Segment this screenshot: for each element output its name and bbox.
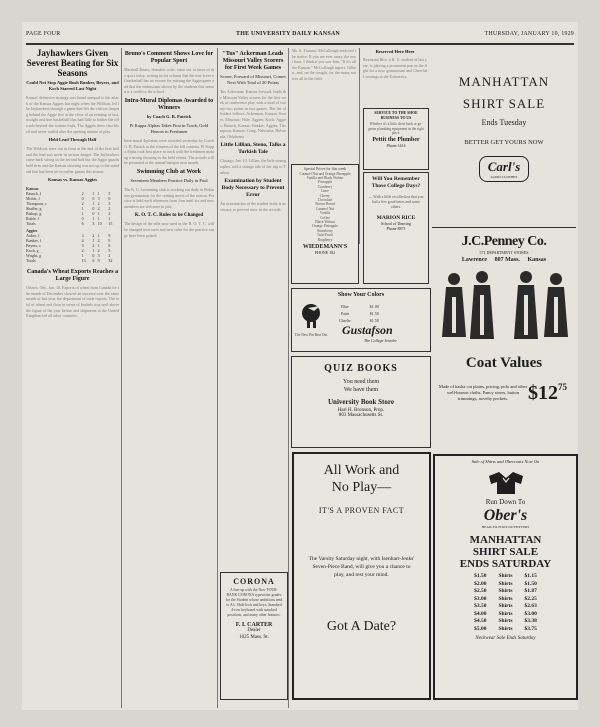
jayhawk-icon — [298, 301, 324, 331]
obers-store-sub: HEAD-TO-FOOT OUTFITTERS — [481, 525, 530, 529]
list-item: Raspberry — [317, 237, 333, 242]
headline-ackerman: "Tus" Ackerman Leads Missouri Valley Scorers for First Week Games — [222, 51, 284, 71]
article-text-10: An examination of the student body is necessary to prevent error in the records. — [220, 201, 286, 212]
table-row: Shaffer, g 1 0 2 2 — [26, 206, 111, 212]
carls-store: Carl's — [487, 159, 521, 174]
obers-title3: ENDS SATURDAY — [459, 558, 552, 570]
list-item: Vanilla and Black Walnut — [306, 176, 344, 180]
article-text-7: The design of the rifle now used in the R. O. T. C. will be changed next term and new rules for the practice range have been posted. — [124, 221, 214, 238]
corona-dealer: F. I. CARTER — [235, 622, 273, 628]
list-item: Pineapple — [317, 180, 333, 185]
penney-name: J.C.Penney Co. — [461, 234, 547, 249]
wiedemann-title: Special Prices for this week — [303, 167, 347, 171]
headline-swimming: Swimming Club at Work — [136, 168, 202, 175]
obers-foot: Neckwear Sale Ends Saturday — [475, 636, 536, 641]
divider — [432, 227, 576, 228]
penney-city: Lawrence — [461, 257, 488, 263]
subhead-aggie: Could Not Stop Aggie Bush Bunker, Beyers, and Koch Starred Last Night — [26, 80, 119, 91]
list-item: Coffee — [320, 215, 330, 220]
carls-logo — [479, 156, 530, 182]
article-text-5: Intra-mural diplomas were awarded yesterday by Coach G. B. Patrick to the winners of the fall contests. Pi Kappa Alpha took first place in track with the freshmen making a strong showing in the field events. The awards will be presented at the annual banquet next month. — [124, 137, 214, 166]
table-row: $3.00 Shirts $2.25 — [474, 595, 537, 602]
allwork-cta: Got A Date? — [326, 619, 397, 634]
table-row: $1.50 Shirts $1.15 — [474, 573, 537, 579]
penney-state: Kansas — [527, 257, 547, 263]
masthead — [26, 25, 574, 45]
column-rule — [217, 48, 218, 708]
article-text-3: Ottawa, Ont., Jan. 10. Exports of wheat from Canada for the month of December showed an increase over the same month of last year, the department of trade reports. The total of wheat and flour in terms of bushels was well above the figure of the year before and shipments to the United Kingdom led all other countries. — [26, 285, 119, 319]
quiz-line2: We have them — [343, 387, 379, 393]
gustafson-name: Gustafson — [342, 323, 393, 337]
table-row: $3.50 Shirts $2.63 — [474, 603, 537, 609]
wiedemann-phone: PHONE 182 — [314, 250, 336, 256]
table-row: Wright, g 1 0 3 2 — [26, 253, 111, 259]
wiedemann-name: WIEDEMANN'S — [302, 244, 348, 251]
column-misc — [292, 48, 356, 142]
coat-illustration — [432, 267, 576, 351]
penney-price-dollars: $12 — [528, 382, 558, 404]
carls-tagline: BETTER GET YOURS NOW — [464, 139, 544, 146]
article-text-12: Raymond Bice, a K. U. student of last year, is playing a prominent part in the fight for a new gymnasium and Cheerful Crossings at the University. — [363, 57, 427, 79]
dancing-name: MARION RICE — [376, 215, 416, 222]
table-row: Bunker, f 4 1 2 9 — [26, 238, 111, 244]
penney-address-line — [432, 257, 576, 263]
table-row: Thompson, c 2 1 2 5 — [26, 201, 111, 207]
table-row: Paint $1.50 — [340, 311, 379, 316]
table-row: $4.50 Shirts $3.38 — [474, 618, 537, 624]
table-row: $4.00 Shirts $3.00 — [474, 610, 537, 617]
newspaper-page — [22, 22, 578, 710]
list-item: Black Walnut — [315, 220, 335, 225]
ad-gustafson — [291, 288, 431, 352]
column-snow — [363, 48, 427, 104]
ad-wiedemann — [291, 164, 359, 284]
table-row: Blue $1.00 — [341, 304, 379, 309]
table-row: $2.50 Shirts $1.87 — [474, 588, 537, 594]
column-rule — [121, 48, 122, 708]
corona-title: CORONA — [233, 577, 275, 586]
pettit-name: Pettit the Plumber — [372, 137, 420, 144]
headline-bruno: Bruno's Comment Shows Love for Popular Sport — [124, 51, 214, 64]
list-item: Tutti-Frutti — [316, 233, 334, 238]
list-item: Strawberry — [317, 228, 333, 233]
table-row: Totals 6 3 10 15 — [26, 221, 113, 227]
headline-examination: Examination by Student Body Necessary to Prevent Error — [221, 178, 285, 199]
allwork-body: The Varsity Saturday night, with Isenhart-Jenks' Seven-Piece Band, will give you a chance to play, and rest your mind. — [308, 556, 415, 578]
penney-price-cents: 75 — [558, 382, 567, 392]
paper-title: THE UNIVERSITY DAILY KANSAN — [236, 31, 340, 37]
ad-dancing — [363, 172, 429, 284]
wiedemann-list — [292, 172, 358, 243]
list-item: Vanilla — [319, 211, 331, 216]
dancing-phone: Phone 8871 — [386, 226, 406, 232]
shirt-icon — [481, 470, 531, 496]
pettit-phone: Phone 1414 — [386, 143, 406, 149]
ad-pettit — [363, 108, 429, 170]
subhead-half: Held Lead Through Half — [48, 137, 97, 143]
dancing-title: Will You Remember Those College Days? — [371, 176, 421, 189]
list-item: Caramel Nut — [315, 206, 335, 211]
subhead-pikappa: Pi Kappa Alphas Takes First in Track; Gold Honors to Freshmen — [129, 122, 209, 134]
column-rule — [359, 48, 360, 244]
carls-sub: Ends Tuesday — [481, 118, 527, 127]
quiz-person: Harl H. Bronson, Prop. — [337, 408, 385, 413]
corona-role: Dealer — [247, 628, 261, 633]
quiz-store: University Book Store — [328, 398, 394, 406]
penney-price — [528, 382, 567, 405]
obers-top: Sale of Shirts and Obercoats Now On — [471, 459, 540, 464]
gustafson-title: Show Your Colors — [337, 292, 385, 298]
gustafson-prices — [338, 303, 380, 324]
table-row: Totals 13 6 9 32 — [26, 258, 113, 264]
table-row: Bausch, f 2 1 1 5 — [26, 191, 111, 197]
dancing-body: — With a little recollection that you had a few good times and some others. — [368, 195, 424, 209]
gustafson-caption: The New Pin Rest Out — [294, 333, 328, 337]
list-item: Brown Bread — [315, 202, 335, 207]
headline-rotc: K. O. T. C. Rules to be Changed — [134, 213, 204, 219]
table-row: Ruble, f 0 1 1 1 — [26, 216, 111, 222]
headline-jayhawkers: Jayhawkers Given Severest Beating for Six Seasons — [26, 48, 119, 78]
allwork-title1: All Work and — [323, 463, 400, 478]
list-item: Chocolate — [317, 198, 333, 203]
quiz-address: 803 Massachusetts St. — [338, 413, 384, 418]
corona-address: 1025 Mass. St. — [239, 634, 269, 640]
obers-title2: SHIRT SALE — [472, 546, 539, 558]
corona-body: A line-up with the New FOUR-BANK CORONA typewriter grades for the Student whose ambitions tend to A's. Shift-lock and keys, Standard 4-row keyboard with standard positions, and many other features. — [225, 588, 283, 617]
article-text: Kansas' defensive strategy was found unequal to the attack of the Kansas Aggies last night when the Wildcats led the Jayhawkers through a game that left the visitors limping behind the Aggie five at the close of an evening of fast, straight and fine basketball that had little to bother the officials beyond the routine fouls. The Aggies drew first blood and never trailed after the opening minute of play. — [26, 95, 119, 134]
team-aggies: Aggies — [26, 228, 38, 234]
ad-all-work — [292, 452, 431, 700]
article-text-8: Tus Ackerman, Kansas forward, leads the Missouri Valley scorers for the first week of conference play with a total of twenty-two points in two games. The list of leaders follows: Ackerman, Kansas; Scorer, Missouri; Hale, Aggies; Koch, Aggies; Bausch, Kansas; Bunker, Aggies; Thompson, Kansas; Craig, Nebraska; Holwerda, Oklahoma. — [220, 89, 286, 139]
table-row: Bishop, g 1 0 1 2 — [26, 211, 111, 217]
list-item: Cranberry — [317, 184, 333, 189]
headline-canada: Canada's Wheat Exports Reaches a Large Figure — [26, 269, 119, 283]
dancing-school: School of Dancing — [381, 221, 411, 227]
ad-quiz-books — [291, 356, 431, 448]
headline-snow: Reserved Here Here — [375, 49, 415, 54]
article-text-4: Marshall Bruno, dramatic critic, came out in favor of the sport today, writing in his column that the true lover of basketball has no excuse for missing the Aggie game and that the enthusiasm shown by the students this season is a credit to the school. — [124, 67, 214, 95]
quiz-title: QUIZ BOOKS — [324, 363, 398, 374]
boxscore-kansas — [26, 186, 119, 263]
article-text-9: Chicago, Jan. 10. Lillian, the little stenographer, told a strange tale of her trip to Turkey. — [220, 158, 286, 175]
allwork-title3: IT'S A PROVEN FACT — [318, 506, 405, 515]
carls-store-sub: GOOD CLOTHES — [490, 175, 518, 179]
list-item: Cherry — [320, 193, 330, 198]
penney-headline: Coat Values — [465, 355, 543, 371]
obers-store: Ober's — [483, 507, 528, 524]
article-text-2: The Wildcats were out in front at the end of the first half and the lead was never in serious danger. The Jayhawkers came back strong in the second half but the Aggie guards held firm and the Kansas shooting was not up to the standard that has been set in earlier games this season. — [26, 146, 119, 174]
ad-penney — [432, 232, 576, 450]
subhead-pool: Seventeen Members Practice Daily in Pool — [130, 177, 208, 183]
allwork-title2: No Play— — [331, 480, 392, 495]
list-item: Lime — [321, 189, 329, 194]
table-row: Koch, g 2 1 2 5 — [26, 248, 111, 254]
carls-title2: SHIRT SALE — [462, 96, 546, 111]
column-intramural — [124, 48, 214, 708]
penney-sub: 571 DEPARTMENT STORES — [479, 250, 529, 255]
obers-price-table — [468, 573, 543, 633]
table-row: Charlie $1.50 — [339, 318, 379, 323]
column-sports — [26, 48, 119, 708]
carls-title: MANHATTAN — [458, 74, 550, 89]
column-rule — [288, 48, 289, 708]
headline-lillian: Little Lillian, Steno, Talks a Turkish Tale — [220, 142, 286, 156]
table-row: $5.00 Shirts $3.75 — [474, 625, 537, 632]
subhead-patrick: by Coach G. B. Patrick — [146, 113, 192, 119]
gustafson-tag: The College Jeweler — [364, 338, 397, 343]
penney-address: 807 Mass. — [494, 257, 520, 263]
list-item: Caramel Nut and Orange Pineapple — [299, 171, 351, 176]
pettit-title: SERVICE TO THE SHOE BUSINESS TO US — [374, 111, 418, 120]
ad-carls — [432, 52, 576, 222]
table-row: Moltis, f 0 0 3 0 — [26, 196, 111, 202]
table-row: $2.00 Shirts $1.50 — [474, 580, 537, 587]
table-row: Auker, f 3 2 1 8 — [26, 233, 111, 239]
table-row: Beyers, c 3 2 1 8 — [26, 243, 111, 249]
team-kansas: Kansas — [26, 186, 39, 192]
issue-date: THURSDAY, JANUARY 10, 1929 — [484, 31, 574, 37]
article-text-6: The K. U. swimming club is working out daily in Robinson gymnasium for the coming meets of the season. Practice is held each afternoon from four until six and new members are welcome to join. — [124, 186, 214, 209]
boxscore-title: Kansas vs. Kansas Aggies — [47, 177, 97, 183]
quiz-line1: You need them — [342, 379, 380, 385]
article-text-11: Mr. A. Tourant, McCullough enclosed the notice: If you are ever away, the next time, I think it you saw him, "If it's all the Kansan." McCullough aspect: Gilbert, and, on the tonight, for the many notices all in the field. — [292, 48, 356, 81]
obers-run: Run Down To — [485, 498, 526, 506]
ad-obers — [433, 454, 578, 700]
page-number: PAGE FOUR — [26, 31, 61, 37]
pettit-body: Whether it's a little chest back or go-getter plumbing equipment in the right place. — [368, 122, 424, 135]
penney-body: Made of kasha cut plains, pricing, polo and other well-known cloths. Fancy stores, button trimmings, novelty pockets. — [438, 384, 528, 401]
obers-title1: MANHATTAN — [469, 534, 542, 546]
ad-corona — [220, 572, 288, 700]
subhead-scorer: Scorer, Forward of Missouri, Comes Next With Total of 20 Points — [220, 74, 286, 85]
list-item: Orange Pineapple — [312, 224, 338, 229]
headline-intramural: Intra-Mural Diplomas Awarded to Winners — [124, 97, 214, 111]
